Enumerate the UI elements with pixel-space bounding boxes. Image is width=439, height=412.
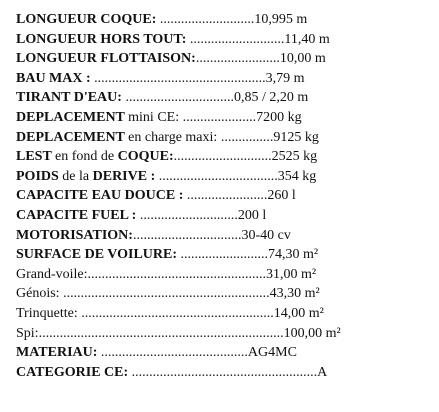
- spec-dots: .....................: [182, 109, 257, 125]
- spec-value: 43,30 m²: [269, 286, 320, 302]
- spec-label: LONGUEUR COQUE:: [16, 12, 160, 27]
- spec-value: 354 kg: [277, 168, 317, 184]
- spec-label-qualifier: de la: [62, 168, 93, 184]
- spec-dots: .....................................................: [131, 364, 318, 380]
- spec-row-longueur-hors-tout: [16, 30, 420, 50]
- spec-value: 3,79 m: [265, 70, 305, 86]
- spec-label: SURFACE DE VOILURE:: [16, 247, 181, 263]
- spec-label: Spi:: [16, 325, 39, 341]
- spec-label: DEPLACEMENT: [16, 109, 129, 125]
- spec-row-spi: [16, 324, 420, 344]
- spec-dots: ...............................: [125, 90, 234, 106]
- spec-dots: ...............: [220, 129, 274, 145]
- spec-label: MOTORISATION:: [16, 227, 133, 243]
- spec-label: TIRANT D'EAU:: [16, 90, 126, 106]
- spec-row-grand-voile: [16, 265, 420, 285]
- spec-value: AG4MC: [247, 345, 297, 361]
- spec-label: Génois:: [16, 286, 64, 302]
- spec-row-motorisation: [16, 226, 420, 246]
- spec-label-qualifier: en charge maxi:: [128, 129, 221, 145]
- spec-dots: ...........................................................: [63, 286, 270, 302]
- spec-label-qualifier: mini CE:: [128, 109, 183, 125]
- spec-row-longueur-flottaison: [16, 49, 420, 69]
- spec-label: DEPLACEMENT: [16, 129, 129, 145]
- spec-label: BAU MAX :: [16, 70, 95, 86]
- spec-row-surface-voilure: [16, 245, 420, 265]
- spec-row-deplacement-maxi: [16, 128, 420, 148]
- spec-dots: ............................: [173, 149, 272, 165]
- spec-value: 30-40 cv: [241, 227, 291, 243]
- spec-value: 31,00 m²: [266, 266, 317, 282]
- spec-label-suffix: COQUE:: [117, 149, 174, 165]
- spec-row-lest: [16, 147, 420, 167]
- spec-row-longueur-coque: [16, 10, 420, 30]
- spec-dots: ..................................: [158, 168, 278, 184]
- spec-dots: .................................................: [94, 70, 266, 86]
- spec-label: LONGUEUR HORS TOUT:: [16, 31, 190, 47]
- spec-value: 200 l: [237, 207, 267, 223]
- spec-row-capacite-fuel: [16, 206, 420, 226]
- spec-row-genois: [16, 284, 420, 304]
- spec-value: 260 l: [267, 188, 296, 204]
- spec-dots: .........................: [180, 247, 268, 263]
- spec-row-capacite-eau: [16, 186, 420, 206]
- spec-label: LEST: [16, 149, 56, 165]
- spec-row-materiau: [16, 343, 420, 363]
- spec-row-tirant-eau: [16, 88, 420, 108]
- spec-label: CAPACITE EAU DOUCE :: [16, 188, 187, 204]
- spec-row-bau-max: [16, 69, 420, 89]
- spec-dots: ............................: [139, 207, 238, 223]
- spec-label: MATERIAU:: [16, 345, 101, 361]
- spec-label: Grand-voile:: [16, 266, 88, 282]
- spec-value: 0,85 / 2,20 m: [233, 90, 309, 106]
- spec-dots: ......................................................................: [38, 325, 284, 341]
- spec-value: 9125 kg: [273, 129, 319, 145]
- spec-dots: ...........................: [159, 12, 255, 27]
- spec-dots: ...............................: [132, 227, 242, 243]
- spec-value: 7200 kg: [256, 109, 302, 125]
- spec-value: 14,00 m²: [273, 305, 324, 321]
- spec-row-trinquette: [16, 304, 420, 324]
- spec-label: Trinquette:: [16, 305, 82, 321]
- spec-row-deplacement-mini: [16, 108, 420, 128]
- spec-dots: ...................................................: [87, 266, 267, 282]
- spec-list: [16, 10, 420, 382]
- spec-value: 10,00 m: [279, 51, 326, 67]
- spec-dots: ........................: [195, 51, 280, 67]
- spec-value: 10,995 m: [254, 12, 308, 27]
- spec-value: A: [317, 364, 328, 380]
- spec-label-suffix: DERIVE :: [92, 168, 159, 184]
- spec-value: 100,00 m²: [283, 325, 341, 341]
- spec-row-categorie: [16, 363, 420, 383]
- spec-dots: ..........................................: [100, 345, 248, 361]
- spec-value: 11,40 m: [284, 31, 330, 47]
- spec-label: LONGUEUR FLOTTAISON:: [16, 51, 196, 67]
- spec-value: 74,30 m²: [268, 247, 319, 263]
- spec-value: 2525 kg: [271, 149, 318, 165]
- spec-label: CATEGORIE CE:: [16, 364, 132, 380]
- spec-dots: .......................................................: [81, 305, 274, 321]
- spec-dots: .......................: [186, 188, 268, 204]
- spec-row-poids-derive: [16, 167, 420, 187]
- spec-label-qualifier: en fond de: [55, 149, 118, 165]
- spec-dots: ...........................: [189, 31, 285, 47]
- spec-label: POIDS: [16, 168, 63, 184]
- spec-label: CAPACITE FUEL :: [16, 207, 140, 223]
